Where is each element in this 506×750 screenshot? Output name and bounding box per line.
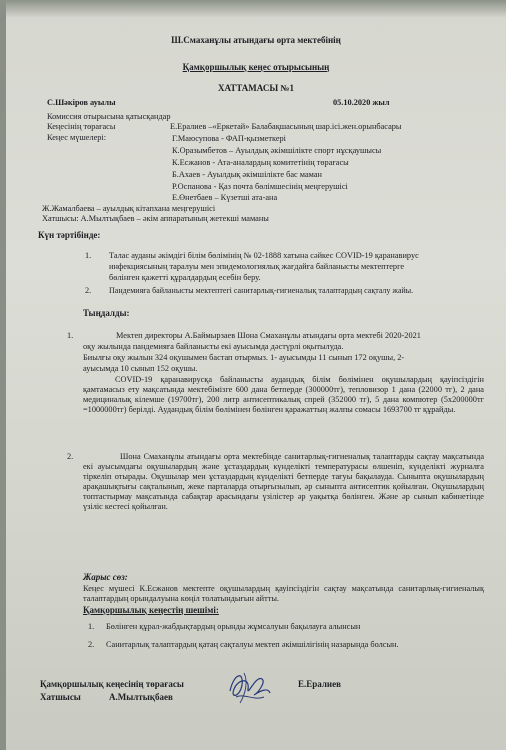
- secretary-signature-name: А.Мылтықбаев: [109, 692, 173, 702]
- members-label: Кеңес мүшелері:: [47, 133, 107, 142]
- member-entry: Р.Оспанова - Қаз почта бөлімшесінің меңгерушісі: [172, 182, 348, 191]
- photo-shadow: [0, 0, 506, 18]
- heard-line: оқу жылында пандемияға байланысты екі ауысымда дәстүрлі оқытылуда.: [83, 342, 344, 351]
- decision-number: 1.: [88, 622, 95, 631]
- chair-label: Кеңесінің төрағасы: [47, 122, 116, 131]
- agenda-number: 1.: [85, 251, 92, 260]
- member-entry: Б.Ахаев - Ауылдық әкімшілікте бас маман: [172, 170, 322, 179]
- heard-line: ауысымда 10 сынып 152 оқушы.: [83, 364, 198, 373]
- heard-paragraph: Шона Смаханұлы атындағы орта мектебінде санитарлық-гигиеналық талаптарды сақтау мақсатында екі ауысымдағы оқушылардың және ұстаздардың күнделікті температурасы өлшеніп, күнделікті журналға тіркеліп отырады. Оқушылар мен ұстаздардың күнделікті бетперде тағуы бақылауда. Сыныпта оқушылардың арақашықтығы сақталынып, жеке парталарда отырғызылып, әр сыныпта антисептик қойылған. Оқушылардың топтастырмау мақсатында сабақтар арасындағы үзілістер әр уақытқа бөлінген. Және әр сынып кабинетінде үзіліс кестесі қойылған.: [83, 452, 484, 511]
- decision-heading: Қамқоршылық кеңестің шешімі:: [83, 605, 219, 615]
- agenda-item-line: бөлінген қажетті құралдардың есебін беру.: [109, 273, 261, 282]
- remarks-heading: Жарыс сөз:: [83, 572, 128, 582]
- heard-line: Мектеп директоры А.Баймырзаев Шона Смаханұлы атындағы орта мектебі 2020-2021: [116, 331, 421, 340]
- member-entry: К.Оразымбетов – Ауылдық әкімшілікте спорт нұсқаушысы: [172, 146, 382, 155]
- agenda-heading: Күн тәртібінде:: [38, 230, 101, 240]
- heard-number: 1.: [67, 331, 74, 340]
- secretary-signature-label: Хатшысы: [40, 692, 81, 702]
- chair-signature-name: Е.Ералиев: [298, 679, 341, 689]
- place: С.Шәкіров ауылы: [47, 98, 116, 107]
- member-entry: Г.Маюсупова - ФАП-қызметкері: [172, 134, 286, 143]
- protocol-sheet: [6, 0, 506, 750]
- chair-entry: Е.Ералиев –«Еркетай» Балабақшасының шар.ісі.жен.орынбасары: [170, 122, 402, 131]
- heard-number: 2.: [67, 452, 74, 461]
- date: 05.10.2020 жыл: [333, 98, 390, 107]
- heard-paragraph: COVID-19 қаранавирусқа байланысты аудандық білім бөлімінен оқушылардың қауіпсіздігін қамтамасыз ету мақсатында мектебімізге 600 дана бетперде (300000тг), тепловизор 1 дана (22000 тг), 2 дана медициналық кілемше (19700тг), 200 литр антисептикалық спрей (352000 тг), 5 дана компютер (5х200000тг =1000000тг) берілді. Аудандық білім бөлімінен бөлінген қаражаттың жалпы сомасы 1693700 тг құрайды.: [83, 375, 484, 414]
- decision-item: Бөлінген құрал-жабдықтардың орынды жұмсалуын бақылауға алынсын: [106, 622, 361, 631]
- agenda-item-line: Пандемияға байланысты мектептегі санитарлық-гигиеналық талаптардың сақталу жайы.: [109, 286, 414, 295]
- attendance-heading: Комиссия отырысына қатысқандар: [47, 112, 171, 121]
- member-entry: Е.Өнетбаев – Күзетші ата-ана: [172, 193, 278, 202]
- remarks-text: Кеңес мүшесі К.Есжанов мектепте оқушылардың қауіпсіздігін сақтау мақсатында санитарлық-гигиеналық талаптардың орындалуына көңіл толатындығын айтты.: [83, 584, 484, 603]
- document-title: ХАТТАМАСЫ №1: [218, 83, 294, 93]
- handwritten-signature: [224, 667, 274, 707]
- extra-member: Ж.Жамалбаева – ауылдық кітапхана меңгерушісі: [42, 204, 216, 213]
- decision-item: Санитарлық талаптардың қатаң сақталуы мектеп әкімшілігінің назарында болсын.: [106, 640, 399, 649]
- heard-line: Биылғы оқу жылын 324 оқушымен бастап отырмыз. 1- ауысымды 11 сынып 172 оқушы, 2-: [83, 353, 405, 362]
- council-name: Қамқоршылық кеңес отырысының: [182, 62, 330, 72]
- agenda-item-line: инфекциясының таралуы мен эпидемологиялық жағдайға байланысты мектептерге: [109, 262, 405, 271]
- agenda-number: 2.: [85, 286, 92, 295]
- chair-signature-label: Қамқоршылық кеңесінің төрағасы: [40, 679, 184, 689]
- member-entry: К.Есжанов - Ата-аналардың комитетінің төрағасы: [172, 158, 349, 167]
- secretary-entry: Хатшысы: А.Мылтықбаев – әкім аппаратының жетекші маманы: [42, 214, 269, 223]
- agenda-item-line: Талас ауданы әкімдігі білім бөлімінің № 02-1888 хатына сәйкес COVID-19 қаранавирус: [109, 251, 419, 260]
- school-name: Ш.Смаханұлы атындағы орта мектебінің: [171, 35, 341, 45]
- heard-heading: Тыңдалды:: [83, 308, 130, 318]
- decision-number: 2.: [88, 640, 95, 649]
